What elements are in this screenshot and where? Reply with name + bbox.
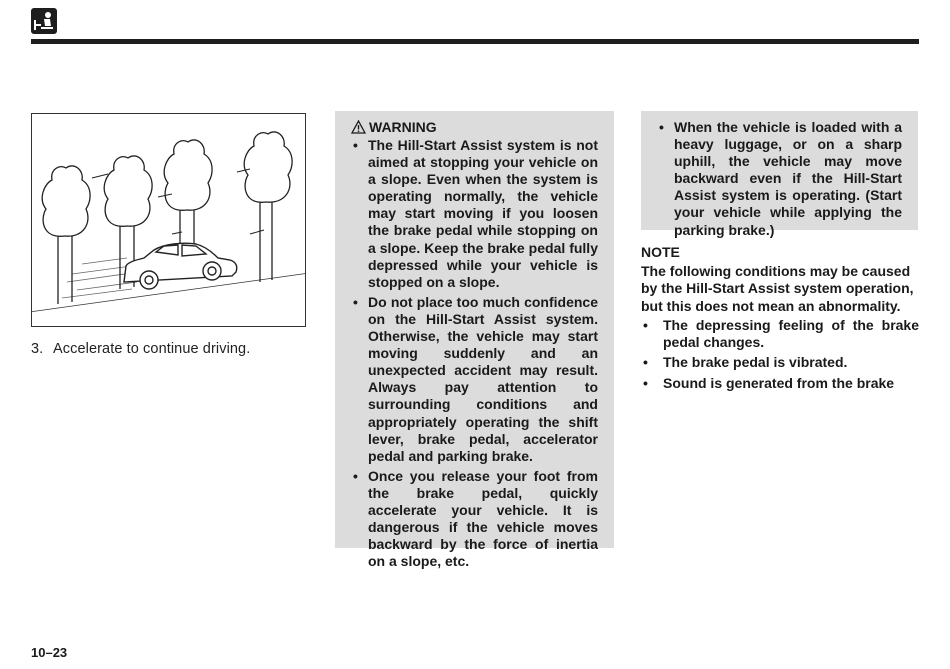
warning-triangle-icon — [351, 120, 366, 134]
warning-title: WARNING — [369, 119, 437, 135]
step-3 — [31, 341, 321, 357]
note-item: • Sound is generated from the brake — [641, 375, 919, 392]
step-text: Accelerate to continue driving. — [53, 341, 251, 357]
page-number: 10–23 — [31, 645, 68, 660]
note-list — [641, 317, 919, 392]
warning-item: • Once you release your foot from the brake pedal, quickly accelerate your vehicle. It is dangerous if the vehicle moves backward by the force of inertia on a slope, etc. — [351, 468, 598, 571]
note-item: • The brake pedal is vibrated. — [641, 354, 919, 371]
warning-box — [335, 111, 614, 570]
note-text: The following conditions may be caused by the Hill-Start Assist system operation, but this does not mean an abnormality. — [641, 263, 914, 314]
step-number: 3. — [31, 341, 44, 357]
warning-continued-box — [641, 111, 918, 238]
warning-item: • Do not place too much confidence on the Hill-Start Assist system. Otherwise, the vehicle may start moving suddenly and an unexpected accident may result. Always pay attention to surrounding conditions and appropriately operating the shift lever, brake pedal, accelerator pedal and parking brake. — [351, 294, 598, 465]
warning-heading — [351, 119, 598, 135]
note-section — [641, 244, 919, 395]
header-rule — [31, 39, 919, 44]
note-title: NOTE — [641, 244, 680, 260]
note-item: • The depressing feeling of the brake pedal changes. — [641, 317, 919, 352]
warning-list — [351, 137, 598, 570]
warning-item: • The Hill-Start Assist system is not aimed at stopping your vehicle on a slope. Even when the system is operating normally, the vehicle may start moving if you loosen the brake pedal while stopping on a slope. Keep the brake pedal fully depressed while your vehicle is stopped on a slope. — [351, 137, 598, 291]
driver-seat-icon — [31, 8, 57, 34]
warning-continued-list — [657, 119, 902, 239]
warning-item: • When the vehicle is loaded with a heavy luggage, or on a sharp uphill, the vehicle may move backward even if the Hill-Start Assist system is operating. (Start your vehicle while applying the parking brake.) — [657, 119, 902, 239]
hill-start-illustration — [31, 113, 306, 327]
